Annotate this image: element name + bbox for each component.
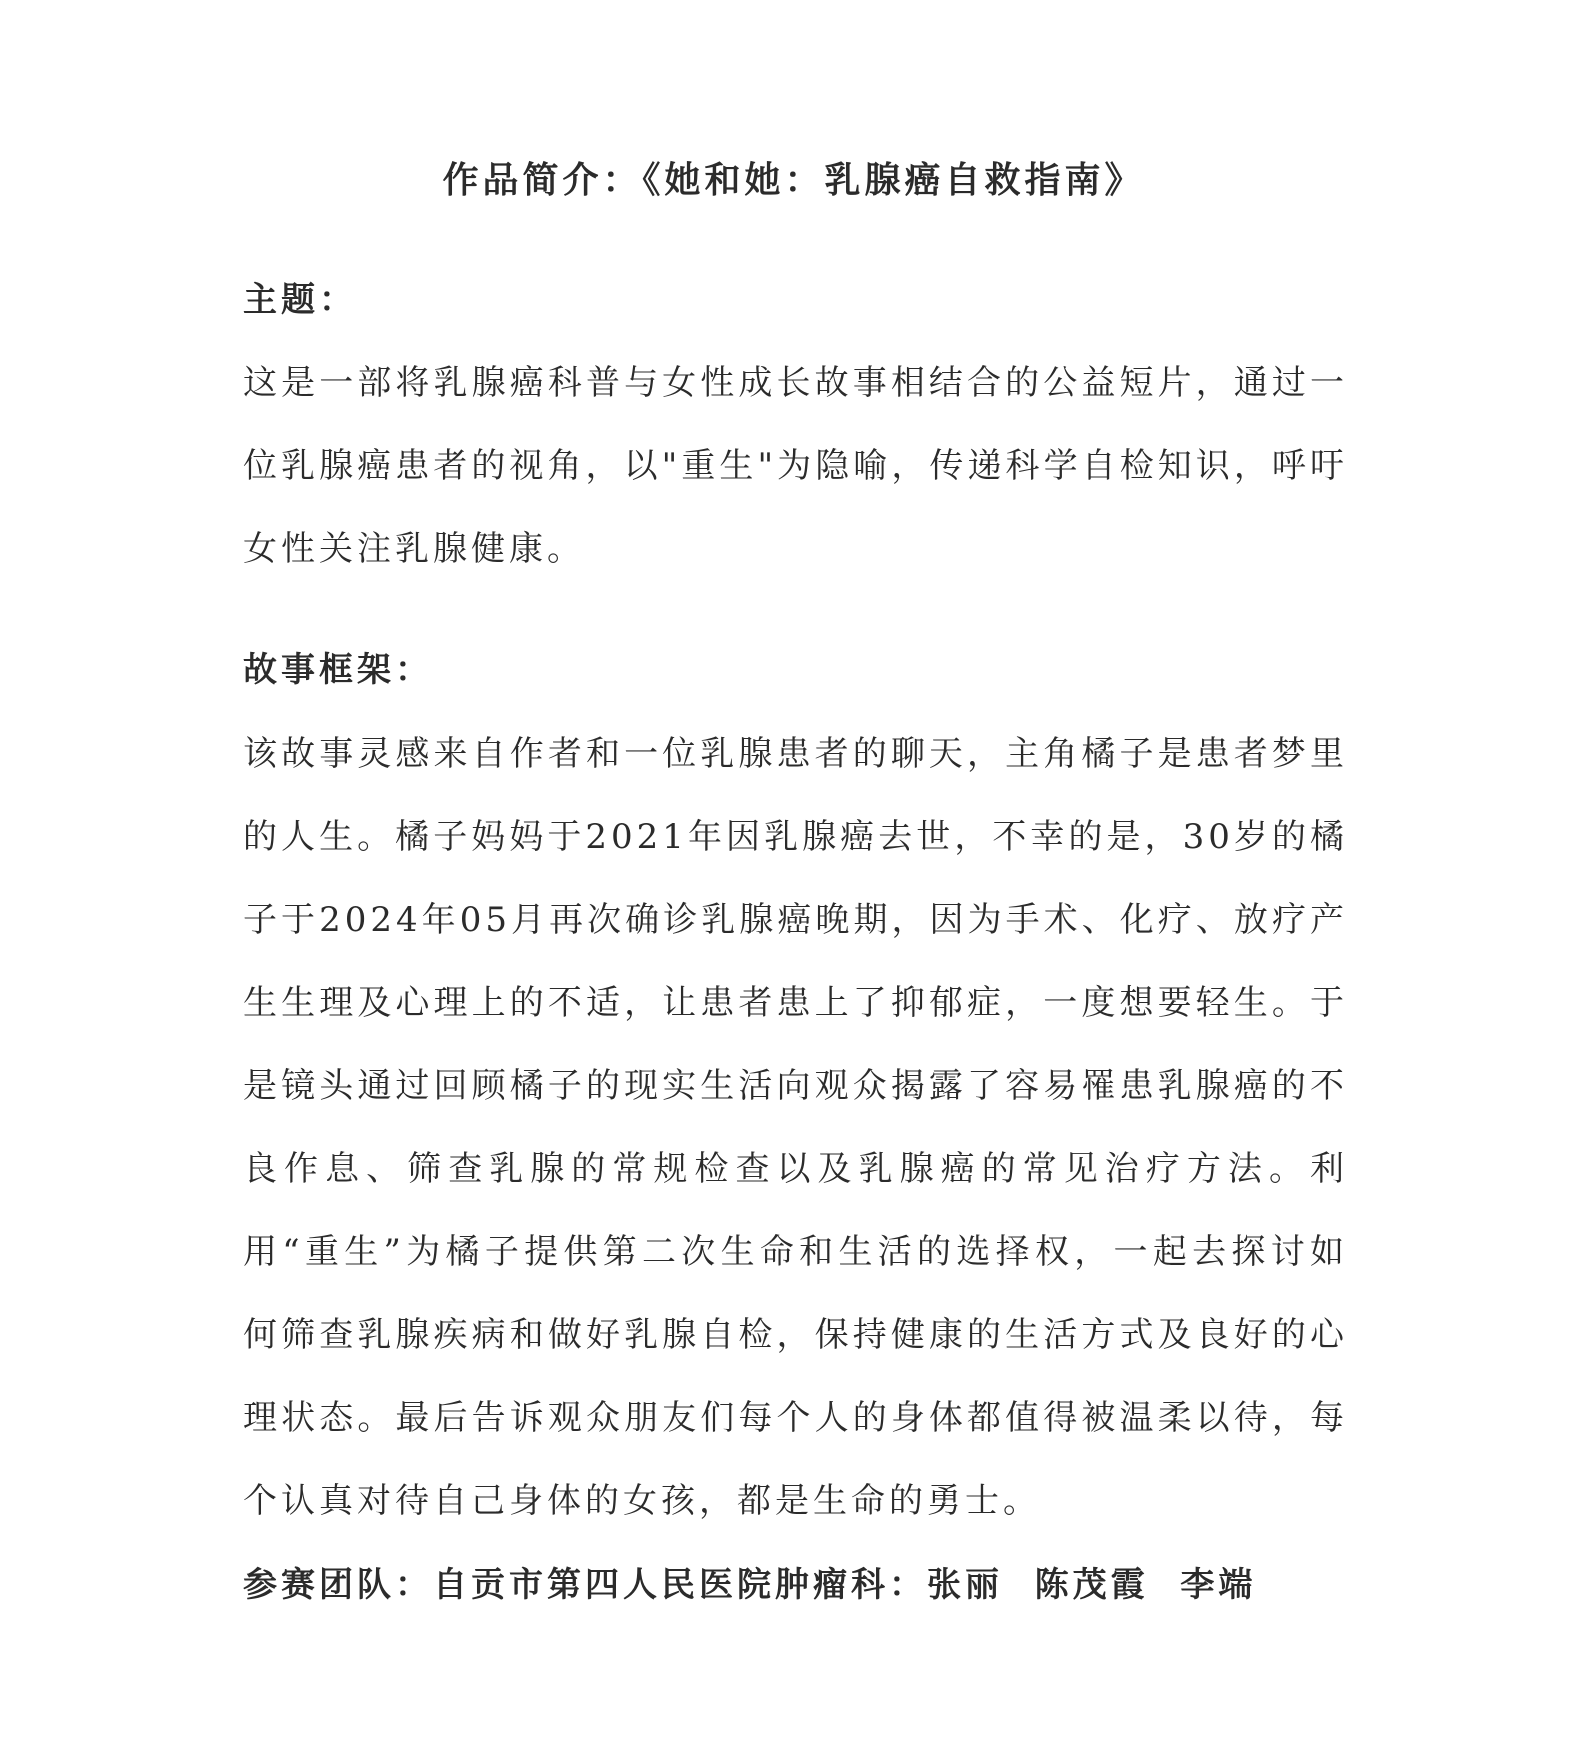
theme-paragraph: 这是一部将乳腺癌科普与女性成长故事相结合的公益短片，通过一位乳腺癌患者的视角，以"重生"为隐喻，传递科学自检知识，呼吁女性关注乳腺健康。 <box>243 363 1348 569</box>
theme-heading: 主题： <box>243 280 357 320</box>
team-label: 参赛团队： <box>243 1565 433 1605</box>
document-title: 作品简介：《她和她：乳腺癌自救指南》 <box>442 159 1145 201</box>
story-paragraph: 该故事灵感来自作者和一位乳腺患者的聊天，主角橘子是患者梦里的人生。橘子妈妈于2021年因乳腺癌去世，不幸的是，30岁的橘子于2024年05月再次确诊乳腺癌晚期，因为手术、化疗、放疗产生生理及心理上的不适，让患者患上了抑郁症，一度想要轻生。于是镜头通过回顾橘子的现实生活向观众揭露了容易罹患乳腺癌的不良作息、筛查乳腺的常规检查以及乳腺癌的常见治疗方法。利用“重生”为橘子提供第二次生命和生活的选择权，一起去探讨如何筛查乳腺疾病和做好乳腺自检，保持健康的生活方式及良好的心理状态。最后告诉观众朋友们每个人的身体都值得被温柔以待，每个认真对待自己身体的女孩，都是生命的勇士。 <box>243 734 1348 1521</box>
story-heading: 故事框架： <box>243 650 433 690</box>
team-members: 张丽 陈茂霞 李端 <box>927 1565 1257 1605</box>
team-line <box>243 1560 1256 1610</box>
team-unit: 自贡市第四人民医院肿瘤科： <box>433 1565 927 1605</box>
